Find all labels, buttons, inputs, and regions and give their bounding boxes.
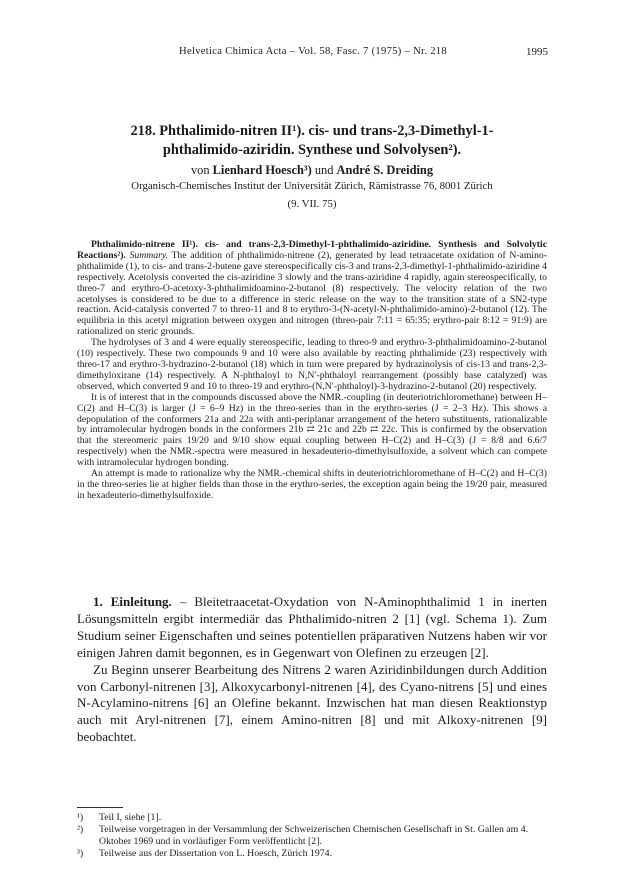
- abstract-heading: Phthalimido-nitrene II¹). cis- and trans-2,3-Dimethyl-1-phthalimido-aziridine. Synthesis and Solvolytic Reactions²).: [77, 239, 547, 261]
- footnote-text: Teilweise vorgetragen in der Versammlung der Schweizerischen Chemischen Gesellschaft in St. Gallen am 4. Oktober 1969 und in vorläufiger Form veröffentlicht [2].: [99, 824, 529, 847]
- footnote-divider: [77, 807, 123, 808]
- affiliation: Organisch-Chemisches Institut der Universität Zürich, Rämistrasse 76, 8001 Zürich: [131, 180, 493, 192]
- abstract-paragraph-2: The hydrolyses of 3 and 4 were equally stereospecific, leading to threo-9 and erythro-3-phthalimidoamino-2-butanol (10) respectively. These two compounds 9 and 10 were also available by reacting phthalimide (23) respectively with threo-17 and erythro-3-hydrazino-2-butanol (18) which in turn were prepared by hydrazinolysis of cis-13 and trans-2,3-dimethyloxirane (14) respectively. A N-phthaloyl to N,N′-phthaloyl rearrangement (possibly base catalyzed) was observed, which converted 9 and 10 to threo-19 and erythro-(N,N′-phthaloyl)-3-hydrazino-2-butanol (20) respectively.: [77, 337, 547, 392]
- summary-label: Summary.: [129, 249, 169, 261]
- authors-joiner: und: [311, 163, 337, 177]
- authors-line: [60, 162, 564, 178]
- footnote-text: Teil I, siehe [1].: [99, 812, 162, 823]
- footnotes: [77, 812, 547, 860]
- footnote-text: Teilweise aus der Dissertation von L. Hoesch, Zürich 1974.: [99, 848, 333, 859]
- body-paragraph-1: [77, 594, 547, 662]
- body-paragraph-2: Zu Beginn unserer Bearbeitung des Nitrens 2 waren Aziridinbildungen durch Addition von Carbonyl-nitrenen [3], Alkoxycarbonyl-nitrenen [4], des Cyano-nitrens [5] und eines N-Acylamino-nitrens [6] an Olefine bekannt. Inzwischen hat man diesen Reaktionstyp auch mit Aryl-nitrenen [7], einem Amino-nitren [8] und mit Alkoxy-nitrenen [9] beobachtet.: [77, 661, 547, 745]
- abstract-paragraph-3: It is of interest that in the compounds discussed above the NMR.-coupling (in deuteriotrichloromethane) between H–C(2) and H–C(3) is larger (J = 6–9 Hz) in the threo-series than in the erythro-series (J = 2–3 Hz). This shows a depopulation of the conformers 21a and 22a with anti-periplanar arrangement of the hetero substituents, rationalizable by intramolecular hydrogen bonds in the conformers 21b ⇄ 21c and 22b ⇄ 22c. This is confirmed by the observation that the stereomeric pairs 19/20 and 9/10 show equal coupling between H–C(2) and H–C(3) (J = 8/8 and 6.6/7 respectively) when the NMR.-spectra were measured in hexadeuterio-dimethylsulfoxide, a solvent which can compete with intramolecular hydrogen bonding.: [77, 391, 547, 469]
- authors-prefix: von: [190, 163, 213, 177]
- article-title-line-2: phthalimido-aziridin. Synthese und Solvolysen²).: [162, 142, 462, 158]
- body-text-1: – Bleitetraacetat-Oxydation von N-Aminophthalimid 1 in inerten Lösungsmitteln ergibt intermediär das Phthalimido-nitren 2 [1] (vgl. Schema 1). Zum Studium seiner Eigenschaften und seines potentiellen präparativen Nutzens haben wir vor einigen Jahren damit begonnen, es in Gegenwart von Olefinen zu erzeugen [2].: [77, 594, 548, 660]
- article-title-line-1: 218. Phthalimido-nitren II¹). cis- und trans-2,3-Dimethyl-1-: [130, 123, 494, 139]
- author-2: André S. Dreiding: [336, 163, 434, 177]
- abstract-paragraph-4: An attempt is made to rationalize why the NMR.-chemical shifts in deuteriotrichloromethane of H–C(2) and H–C(3) in the threo-series lie at higher fields than those in the erythro-series, the exception again being the 19/20 pair, measured in hexadeuterio-dimethylsulfoxide.: [77, 468, 547, 501]
- article-title-block: [60, 122, 564, 211]
- abstract: [77, 240, 547, 502]
- footnote-3: [77, 848, 547, 860]
- main-text: [77, 594, 547, 746]
- footnote-mark: ²): [77, 824, 84, 835]
- received-date: (9. VII. 75): [287, 198, 337, 210]
- running-head: Helvetica Chimica Acta – Vol. 58, Fasc. 7 (1975) – Nr. 218: [179, 46, 447, 57]
- abstract-paragraph-1: [77, 240, 547, 338]
- footnote-mark: ³): [77, 848, 84, 859]
- footnote-mark: ¹): [77, 812, 84, 823]
- page-number: 1995: [526, 46, 548, 58]
- footnote-2: [77, 824, 547, 848]
- abstract-text-1: The addition of phthalimido-nitrene (2), generated by lead tetraacetate oxidation of N-amino-phthalimide (1), to cis- and trans-2-butene gave stereospecifically cis-3 and trans-2,3-dimethyl-1-phthalimido-aziridine 4 respectively. Acetolysis converted the cis-aziridine 3 slowly and the trans-aziridine 4 rapidly, again stereospecifically, to threo-7 and erythro-O-acetoxy-3-phthalimidoamino-2-butanol (8) respectively. The velocity relation of the two acetolyses is considered to be due to a difference in steric release on the way to the transition state of a SN2-type reaction. Acid-catalysis converted 7 to threo-11 and 8 to erythro-3-(N-acetyl-N-phthalimido-amino)-2-butanol (12). The equilibria in this acetyl migration between oxygen and nitrogen (threo-pair 7:11 = 65:35; erythro-pair 8:12 = 91:9) are rationalized on steric grounds.: [77, 249, 547, 338]
- author-1: Lienhard Hoesch³): [212, 163, 312, 177]
- footnote-1: [77, 812, 547, 824]
- section-heading-einleitung: 1. Einleitung.: [93, 594, 172, 609]
